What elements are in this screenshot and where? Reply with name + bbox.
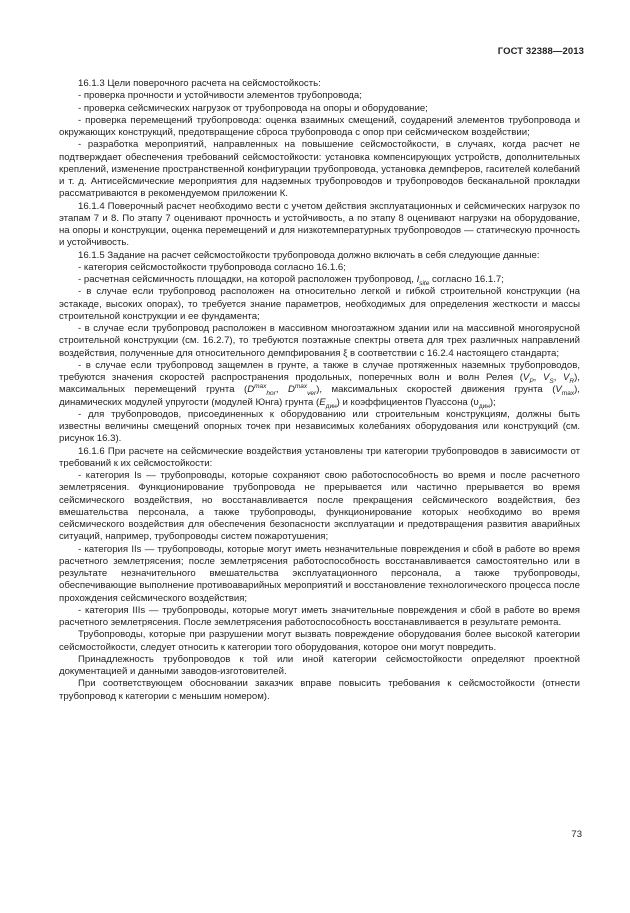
list-item-buried-pipeline: - в случае если трубопровод защемлен в грунте, а также в случае протяженных наземных трубопроводов, требуются значения скоростей распространения продольных, поперечных волн и волн Релея ($V_P$, $V_S$, $V_R$), максимальных перемещений грунта ($D^{max}_{hor}$, $D^{max}_{ver}$), максимальных скоростей движения грунта $(V_{max})$, динамических модулей упругости (модулей Юнга) грунта $(E_{дин})$ и коэффициентов Пуассона $(\upsilon_{дин})$; — [59, 359, 580, 410]
page-number: 73 — [571, 829, 582, 840]
section-16-1-6: 16.1.6 При расчете на сейсмические воздействия установлены три категории трубопроводов в зависимости от требований к их сейсмостойкости: — [59, 445, 580, 469]
paragraph: Принадлежность трубопроводов к той или иной категории сейсмостойкости определяют проектной документацией и данными заводов-изготовителей. — [59, 653, 580, 677]
list-item: - проверка сейсмических нагрузок от трубопровода на опоры и оборудование; — [78, 102, 428, 114]
paragraph: Трубопроводы, которые при разрушении могут вызвать повреждение оборудования более высокой категории сейсмостойкости, следует относить к категории того оборудования, которое они могут повредить. — [59, 629, 580, 653]
section-16-1-5: 16.1.5 Задание на расчет сейсмостойкости трубопровода должно включать в себя следующие данные: — [78, 249, 540, 261]
list-item-category-iis: - категория IIs — трубопроводы, которые могут иметь незначительные повреждения и сбой в работе во время расчетного землетрясения; после землетрясения работоспособность восстанавливается самостоятельно или в результате незначительного вмешательства эксплуатационного персонала, а также трубопроводы, обеспечивающие выполнение противоаварийных мероприятий и восстановление технологического процесса после прохождения сейсмического воздействия; — [59, 543, 580, 604]
list-item: - разработка мероприятий, направленных на повышение сейсмостойкости, в случаях, когда расчет не подтверждает обеспечения требований сейсмостойкости: установка компенсирующих устройств, дополнительных креплений, изменение пространственной конфигурации трубопровода, установка демпферов, гасителей колебаний и т. д. Антисейсмические мероприятия для надземных трубопроводов и трубопроводов бесканальной прокладки рассматриваются в рекомендуемом приложении К. — [59, 139, 580, 200]
section-16-1-4: 16.1.4 Поверочный расчет необходимо вести с учетом действия эксплуатационных и сейсмических нагрузок по этапам 7 и 8. По этапу 7 оценивают прочность и устойчивость, а по этапу 8 оценивают нагрузки на оборудование, на опоры и конструкции, оценка перемещений и для низкотемпературных трубопроводов — статическую прочность и устойчивость. — [59, 200, 580, 249]
document-body — [59, 78, 580, 703]
document-header: ГОСТ 32388—2013 — [497, 46, 584, 57]
list-item-category-iiis: - категория IIIs — трубопроводы, которые могут иметь значительные повреждения и сбой в работе во время расчетного землетрясения. После землетрясения работоспособность восстанавливается в результате ремонта. — [59, 604, 580, 628]
list-item: - проверка прочности и устойчивости элементов трубопровода; — [78, 90, 362, 102]
list-item: - категория сейсмостойкости трубопровода согласно 16.1.6; — [78, 261, 346, 273]
list-item-category-is: - категория Is — трубопроводы, которые сохраняют свою работоспособность во время и после расчетного землетрясения. Функционирование трубопровода не прерывается или частично прерывается во время сейсмического воздействия, но восстанавливается после прекращения сейсмического воздействия, без вмешательства персонала, а также трубопроводы, функционирование которых необходимо во время сейсмического воздействия для обеспечения безопасности эксплуатации и предотвращения развития аварийных ситуаций, например, трубопроводы систем пожаротушения; — [59, 470, 580, 543]
list-item-site-intensity: - расчетная сейсмичность площадки, на которой расположен трубопровод, $I_{site}$ согласно 16.1.7; — [78, 274, 504, 287]
paragraph: При соответствующем обосновании заказчик вправе повысить требования к сейсмостойкости (отнести трубопровод к категории с меньшим номером). — [59, 678, 580, 702]
section-16-1-3: 16.1.3 Цели поверочного расчета на сейсмостойкость: — [78, 78, 321, 89]
list-item: - проверка перемещений трубопровода: оценка взаимных смещений, соударений элементов трубопровода и окружающих конструкций, предотвращение сброса трубопровода с опор при сейсмическом воздействии; — [59, 114, 580, 138]
list-item: - в случае если трубопровод расположен на относительно легкой и гибкой строительной конструкции (на эстакаде, высоких опорах), то требуется знание параметров, необходимых для определения жесткости и массы строительной конструкции и ее фундамента; — [59, 286, 580, 322]
list-item: - в случае если трубопровод расположен в массивном многоэтажном здании или на массивной многоярусной строительной конструкции (см. 16.2.7), то требуются поэтажные спектры ответа для трех различных направлений воздействия, полученные для относительного демпфирования ξ в соответствии с 16.2.4 настоящего стандарта; — [59, 323, 580, 359]
list-item: - для трубопроводов, присоединенных к оборудованию или строительным конструкциям, должны быть известны величины смещений опорных точек при независимых колебаниях оборудования или конструкций (см. рисунок 16.3). — [59, 408, 580, 445]
